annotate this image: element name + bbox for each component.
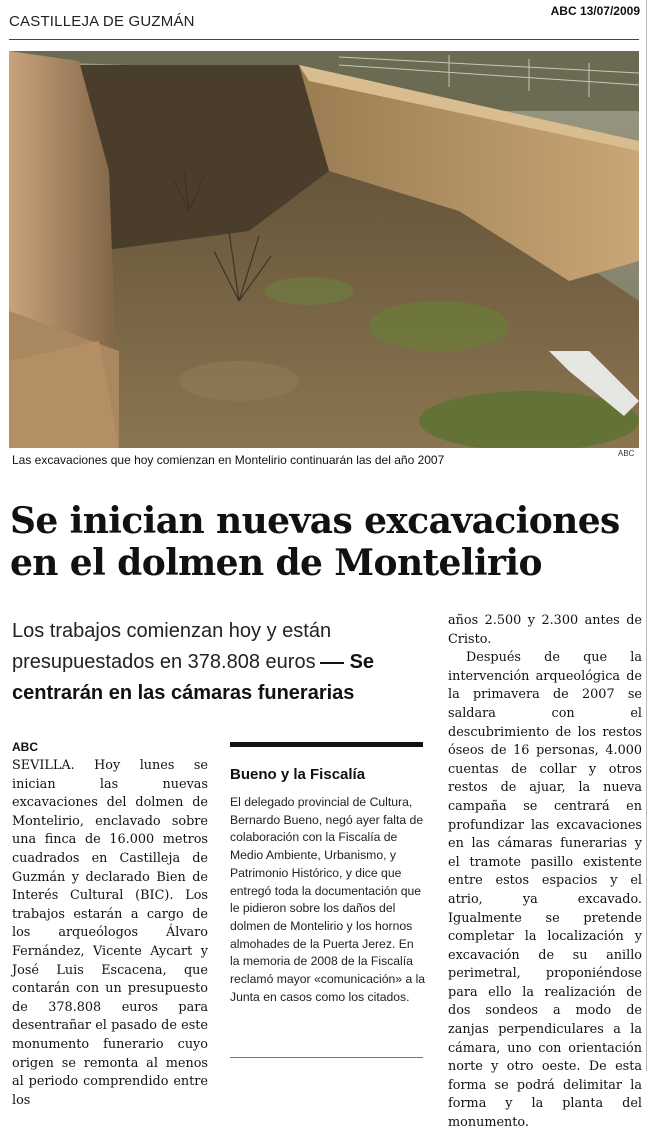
- dash-divider: [320, 662, 344, 664]
- subhead-bold: Se centrarán en las cámaras funerarias: [12, 651, 375, 704]
- sidebar-bottom-rule: [230, 1057, 423, 1058]
- col3-paragraph-1: años 2.500 y 2.300 antes de Cristo.: [448, 613, 642, 647]
- col3-paragraph-2: Después de que la intervención arqueológica de la primavera de 2007 se saldara con el descubrimiento de los restos óseos de 16 personas, 4.000 cuentas de collar y otros restos de ajuar, la nueva campaña se centrará en profundizar las excavaciones en las cámaras funerarias y el tramote pasillo existente entre estos espacios y el atrio, ya excavado. Igualmente se pretende completar la localización y excavación de su anillo perimetral, proponiéndose para ello la realización de dos sondeos a modo de zanjas perpendiculares a la cámara, uno con orientación norte y otro oeste. De esta forma se podrá delimitar la forma y la planta del monumento.: [448, 650, 642, 1131]
- sidebar-text: El delegado provincial de Cultura, Bernardo Bueno, negó ayer falta de colaboración con la Fiscalía de Medio Ambiente, Urbanismo, y Patrimonio Histórico, y dice que entregó toda la documentación que le pidieron sobre los daños del dolmen de Montelirio y los hornos almohades de la Puerta Jerez. En la memoria de 2008 de la Fiscalía reclamó mayor «comunicación» a la Junta en casos como los citados.: [230, 795, 426, 1004]
- publication-date: ABC 13/07/2009: [550, 4, 640, 18]
- photo-caption: Las excavaciones que hoy comienzan en Montelirio continuarán las del año 2007: [12, 453, 445, 467]
- body-column-1: SEVILLA. Hoy lunes se inician las nuevas excavaciones del dolmen de Montelirio, enclavado sobre una finca de 16.000 metros cuadrados en Castilleja de Guzmán y declarado Bien de Interés Cultural (BIC). Los trabajos estarán a cargo de los arqueólogos Álvaro Fernández, Vicente Aycart y José Luis Escacena, que contarán con un presupuesto de 378.808 euros para desentrañar el pasado de este monumento funerario cuyo origen se remonta al menos al periodo comprendido entre los: [12, 758, 208, 1108]
- headline-line-1: Se inician nuevas excavaciones: [10, 500, 620, 542]
- header-rule: [9, 39, 639, 40]
- headline-line-2: en el dolmen de Montelirio: [10, 542, 542, 584]
- byline-agency: ABC: [12, 740, 38, 754]
- headline: [10, 500, 640, 584]
- subheadline: [12, 616, 427, 709]
- photo-credit: ABC: [618, 449, 635, 458]
- body-column-3: [448, 612, 642, 1133]
- page-edge-line: [646, 0, 647, 1071]
- excavation-photo: [9, 51, 639, 448]
- sidebar-title: Bueno y la Fiscalía: [230, 766, 366, 783]
- sidebar-bar: [230, 742, 423, 747]
- section-label: CASTILLEJA DE GUZMÁN: [9, 13, 195, 30]
- subhead-regular: Los trabajos comienzan hoy y están presupuestados en 378.808 euros: [12, 620, 332, 673]
